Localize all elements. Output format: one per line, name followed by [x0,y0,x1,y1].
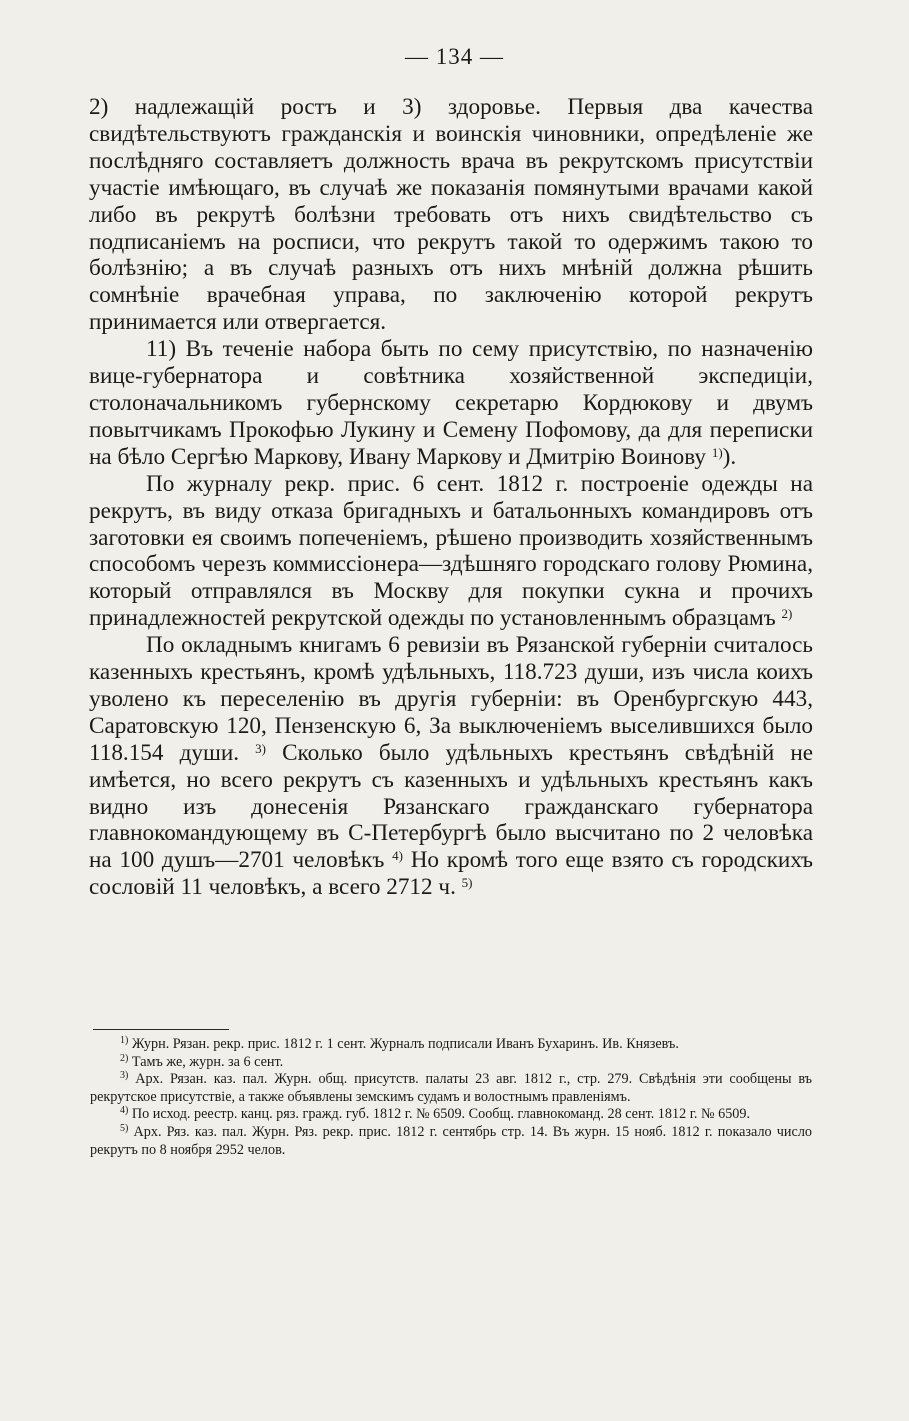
footnote-5 [90,1124,812,1159]
paragraph-2 [89,336,813,471]
paragraph-2-tail: ). [722,443,737,470]
paragraph-4 [89,632,813,901]
footnote-4 [90,1106,812,1124]
paragraph-1: 2) надлежащій ростъ и 3) здоровье. Первыя два качества свидѣтельствуютъ гражданскія и воинскія чиновники, опредѣленіе же послѣдняго составляетъ должность врача въ рекрутскомъ присутствіи участіе имѣющаго, въ случаѣ же показанія помянутыми врачами какой либо въ рекрутѣ болѣзни требовать отъ нихъ свидѣтельство съ подписаніемъ на росписи, что рекрутъ такой то одержимъ такою то болѣзнію; а въ случаѣ разныхъ отъ нихъ мнѣній должна рѣшить сомнѣніе врачебная управа, по заключенію которой рекрутъ принимается или отвергается. [89,94,813,336]
footnote-text: Тамъ же, журн. за 6 сент. [131,1053,284,1070]
footnote-1 [90,1036,812,1054]
footnotes [90,1036,812,1159]
footnote-text: Журн. Рязан. рекр. прис. 1812 г. 1 сент. Журналъ подписали Иванъ Бухаринъ. Ив. Князевъ. [131,1036,679,1052]
note-ref-3[interactable]: 3) [255,740,266,756]
footnote-text: По исход. реестр. канц. ряз. гражд. губ. 1812 г. № 6509. Сообщ. главнокоманд. 28 сент. 1812 г. № 6509. [131,1106,751,1123]
footnote-mark: 5) [120,1122,129,1134]
paragraph-3 [89,471,813,632]
paragraph-4-text-b: Сколько было удѣльныхъ крестьянъ свѣдѣній не имѣется, но всего рекрутъ съ казенныхъ и удѣльныхъ крестьянъ какъ видно изъ донесенія Рязанскаго гражданскаго губернатора главнокомандующему въ С-Петербургѣ было высчитано по 2 человѣка на 100 душъ—2701 человѣкъ [89,739,814,874]
paragraph-2-text: 11) Въ теченіе набора быть по сему присутствію, по назначенію вице-губернатора и совѣтника хозяйственной экспедиціи, столоначальникомъ губернскому секретарю Кордюкову и двумъ повытчикамъ Прокофью Лукину и Семену Пофомову, да для переписки на бѣло Сергѣю Маркову, Ивану Маркову и Дмитрію Воинову [89,336,813,470]
note-ref-4[interactable]: 4) [392,848,403,864]
paragraph-4-text-a: По окладнымъ книгамъ 6 ревизіи въ Рязанской губерніи считалось казенныхъ крестьянъ, кромѣ удѣльныхъ, 118.723 души, изъ числа коихъ уволено къ переселенію въ другія губерніи: въ Оренбургскую 443, Саратовскую 120, Пензенскую 6, За выключеніемъ выселившихся было 118.154 души. [89,632,813,766]
note-ref-2[interactable]: 2) [781,606,793,622]
footnote-text: Арх. Ряз. каз. пал. Журн. Ряз. рекр. прис. 1812 г. сентябрь стр. 14. Въ журн. 15 нояб. 1812 г. показало число рекрутъ по 8 ноября 2952 челов. [90,1123,812,1158]
page-number: — 134 — [405,44,504,69]
footnote-3 [90,1071,812,1106]
paragraph-4-text-c: Но кромѣ того еще взято съ городскихъ сословій 11 человѣкъ, а всего 2712 ч. [89,847,814,901]
footnote-mark: 1) [120,1035,129,1046]
note-ref-1[interactable]: 1) [711,444,723,460]
footnote-mark: 3) [120,1070,129,1082]
paragraph-3-text: По журналу рекр. прис. 6 сент. 1812 г. построеніе одежды на рекрутъ, въ виду отказа бригадныхъ и батальонныхъ командировъ отъ заготовки ея своимъ попеченіемъ, рѣшено производить хозяйственнымъ способомъ черезъ коммиссіонера—здѣшняго городскаго голову Рюмина, который отправлялся въ Москву для покупки сукна и прочихъ принадлежностей рекрутской одежды по установленнымъ образцамъ [89,470,813,632]
footnote-mark: 2) [120,1052,129,1064]
body-text [89,94,813,901]
note-ref-5[interactable]: 5) [461,875,473,891]
footnote-2 [90,1054,812,1072]
footnote-divider [93,1029,229,1030]
footnote-mark: 4) [120,1105,129,1117]
footnote-text: Арх. Рязан. каз. пал. Журн. общ. присутств. палаты 23 авг. 1812 г., стр. 279. Свѣдѣнія эти сообщены въ рекрутское присутствіе, а также объявлены земскимъ судамъ и волостнымъ правленіямъ. [90,1071,813,1105]
